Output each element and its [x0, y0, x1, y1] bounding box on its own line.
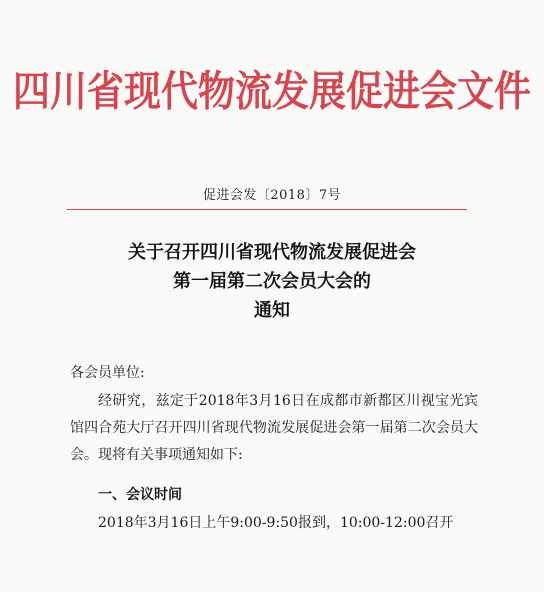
- notice-title-line-3: 通知: [254, 300, 290, 321]
- notice-title-line-1: 关于召开四川省现代物流发展促进会: [128, 242, 416, 263]
- notice-title: [0, 238, 544, 325]
- intro-paragraph: 经研究，兹定于2018年3月16日在成都市新都区川视宝光宾馆四合苑大厅召开四川省现代物流发展促进会第一届第二次会员大会。现将有关事项通知如下:: [70, 393, 478, 463]
- section-heading-meeting-time: 一、会议时间: [98, 487, 182, 503]
- red-separator-rule: [67, 209, 467, 210]
- document-masthead: 四川省现代物流发展促进会文件: [13, 67, 531, 116]
- notice-title-line-2: 第一届第二次会员大会的: [173, 271, 371, 292]
- salutation: 各会员单位:: [70, 365, 145, 381]
- meeting-time-text: 2018年3月16日上午9:00-9:50报到，10:00-12:00召开: [98, 515, 454, 531]
- document-number: 促进会发〔2018〕7号: [202, 188, 342, 203]
